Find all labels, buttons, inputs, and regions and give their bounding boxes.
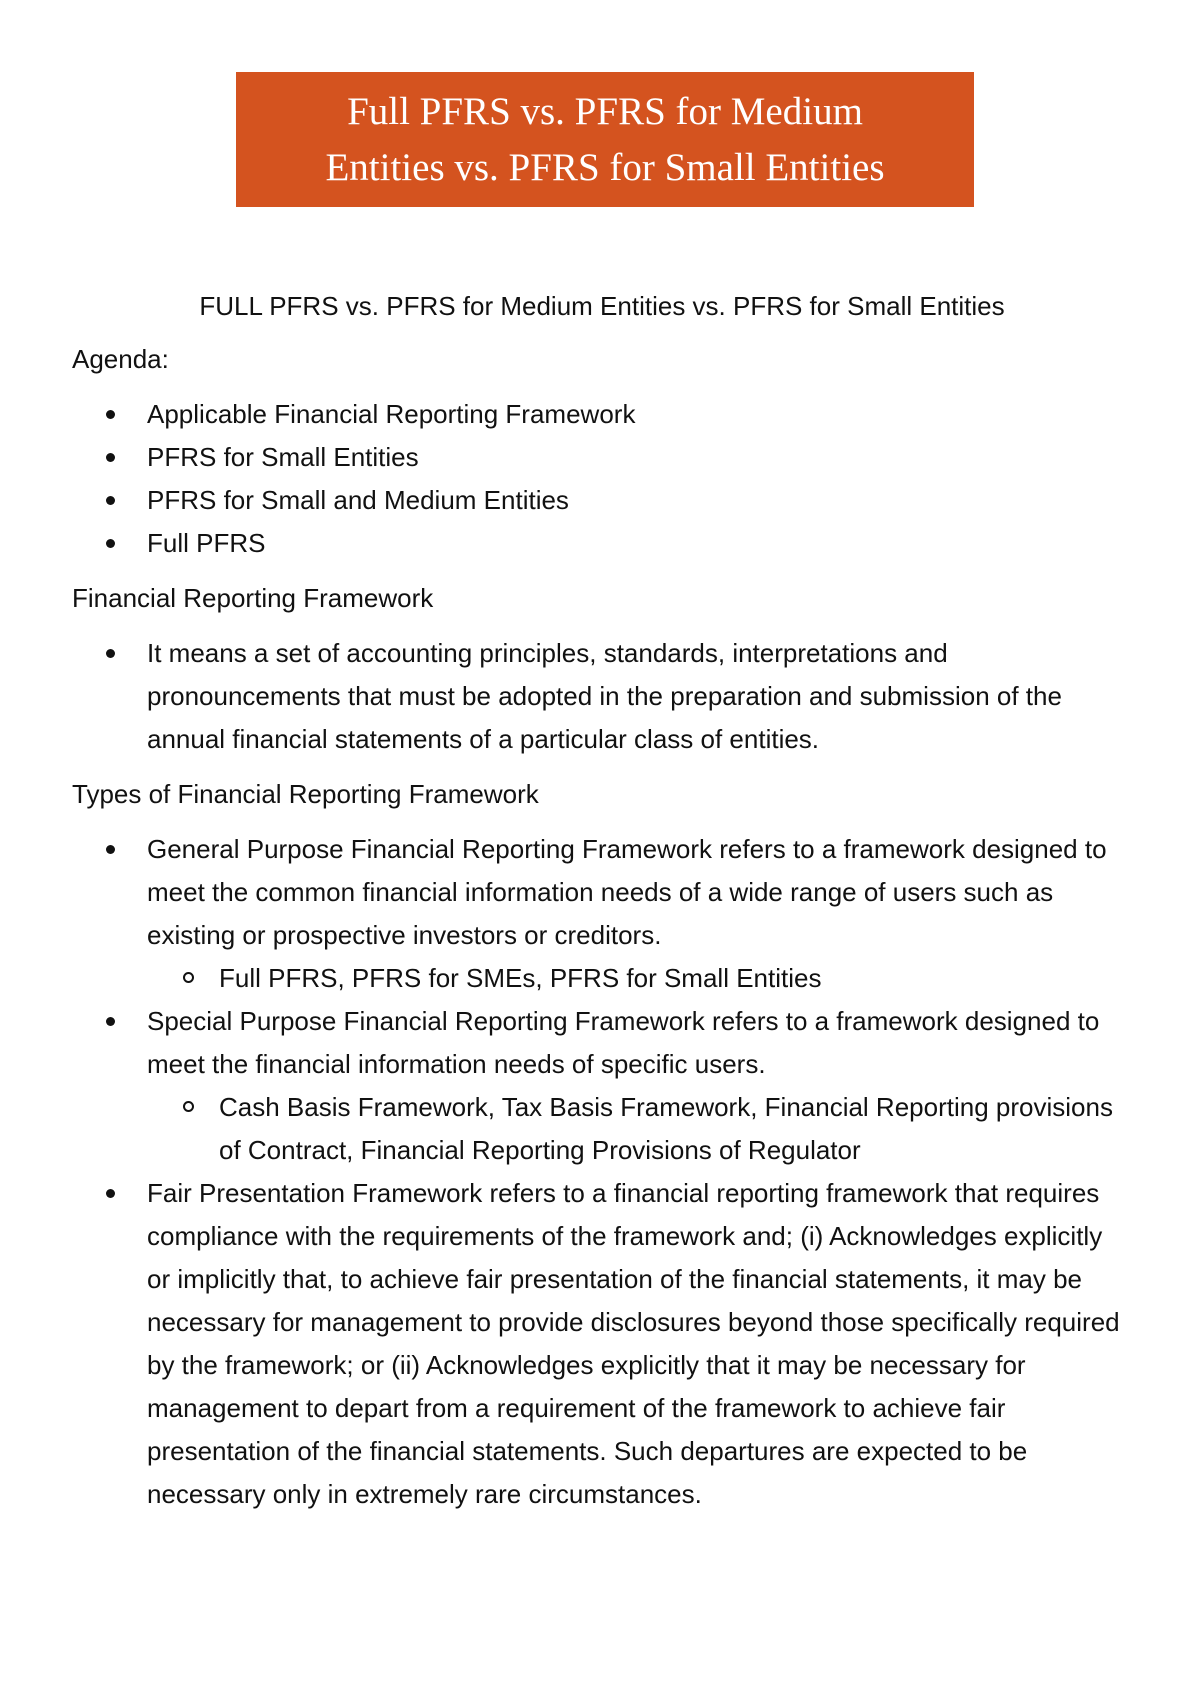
- types-heading: Types of Financial Reporting Framework: [72, 779, 539, 809]
- frf-definition-text: It means a set of accounting principles, standards, interpretations and pronouncements that must be adopted in the preparation and submission of the annual financial statements of a particular class of entities.: [147, 638, 1062, 754]
- bullet-icon: [106, 1189, 115, 1198]
- frf-heading: Financial Reporting Framework: [72, 583, 434, 613]
- types-list: [72, 828, 1132, 1516]
- banner-title-line-1: Full PFRS vs. PFRS for Medium: [347, 89, 863, 133]
- general-purpose-text: General Purpose Financial Reporting Framework refers to a framework designed to meet the common financial information needs of a wide range of users such as existing or prospective investors or creditors.: [147, 834, 1107, 950]
- list-item: [72, 828, 1132, 1000]
- bullet-icon: [106, 845, 115, 854]
- agenda-heading: Agenda:: [72, 344, 169, 374]
- list-item: [72, 393, 1132, 436]
- list-item: [72, 522, 1132, 565]
- bullet-icon: [106, 649, 115, 658]
- bullet-icon: [106, 453, 115, 462]
- bullet-icon: [106, 496, 115, 505]
- frf-list: [72, 632, 1132, 761]
- sub-list-item: [147, 1086, 1132, 1172]
- agenda-item-text: Applicable Financial Reporting Framework: [147, 399, 636, 429]
- circle-bullet-icon: [183, 1101, 194, 1112]
- list-item: [72, 436, 1132, 479]
- document-body: [72, 285, 1132, 1528]
- list-item: [72, 479, 1132, 522]
- list-item: [72, 1172, 1132, 1516]
- agenda-item-text: Full PFRS: [147, 528, 266, 558]
- bullet-icon: [106, 539, 115, 548]
- sub-list-item: [147, 957, 1132, 1000]
- sub-list: [147, 1086, 1132, 1172]
- special-purpose-text: Special Purpose Financial Reporting Framework refers to a framework designed to meet the financial information needs of specific users.: [147, 1006, 1100, 1079]
- circle-bullet-icon: [183, 972, 194, 983]
- document-title: FULL PFRS vs. PFRS for Medium Entities vs. PFRS for Small Entities: [199, 291, 1005, 321]
- bullet-icon: [106, 410, 115, 419]
- agenda-item-text: PFRS for Small Entities: [147, 442, 419, 472]
- fair-presentation-text: Fair Presentation Framework refers to a financial reporting framework that requires compliance with the requirements of the framework and; (i) Acknowledges explicitly or implicitly that, to achieve fair presentation of the financial statements, it may be necessary for management to provide disclosures beyond those specifically required by the framework; or (ii) Acknowledges explicitly that it may be necessary for management to depart from a requirement of the framework to achieve fair presentation of the financial statements. Such departures are expected to be necessary only in extremely rare circumstances.: [147, 1178, 1120, 1509]
- title-banner: [236, 72, 974, 207]
- general-purpose-examples: Full PFRS, PFRS for SMEs, PFRS for Small Entities: [219, 963, 822, 993]
- list-item: [72, 1000, 1132, 1172]
- special-purpose-examples: Cash Basis Framework, Tax Basis Framework, Financial Reporting provisions of Contract, Financial Reporting Provisions of Regulator: [219, 1092, 1113, 1165]
- bullet-icon: [106, 1017, 115, 1026]
- agenda-list: [72, 393, 1132, 565]
- banner-title-line-2: Entities vs. PFRS for Small Entities: [325, 145, 885, 189]
- agenda-item-text: PFRS for Small and Medium Entities: [147, 485, 569, 515]
- banner-title: [325, 84, 884, 196]
- list-item: [72, 632, 1132, 761]
- sub-list: [147, 957, 1132, 1000]
